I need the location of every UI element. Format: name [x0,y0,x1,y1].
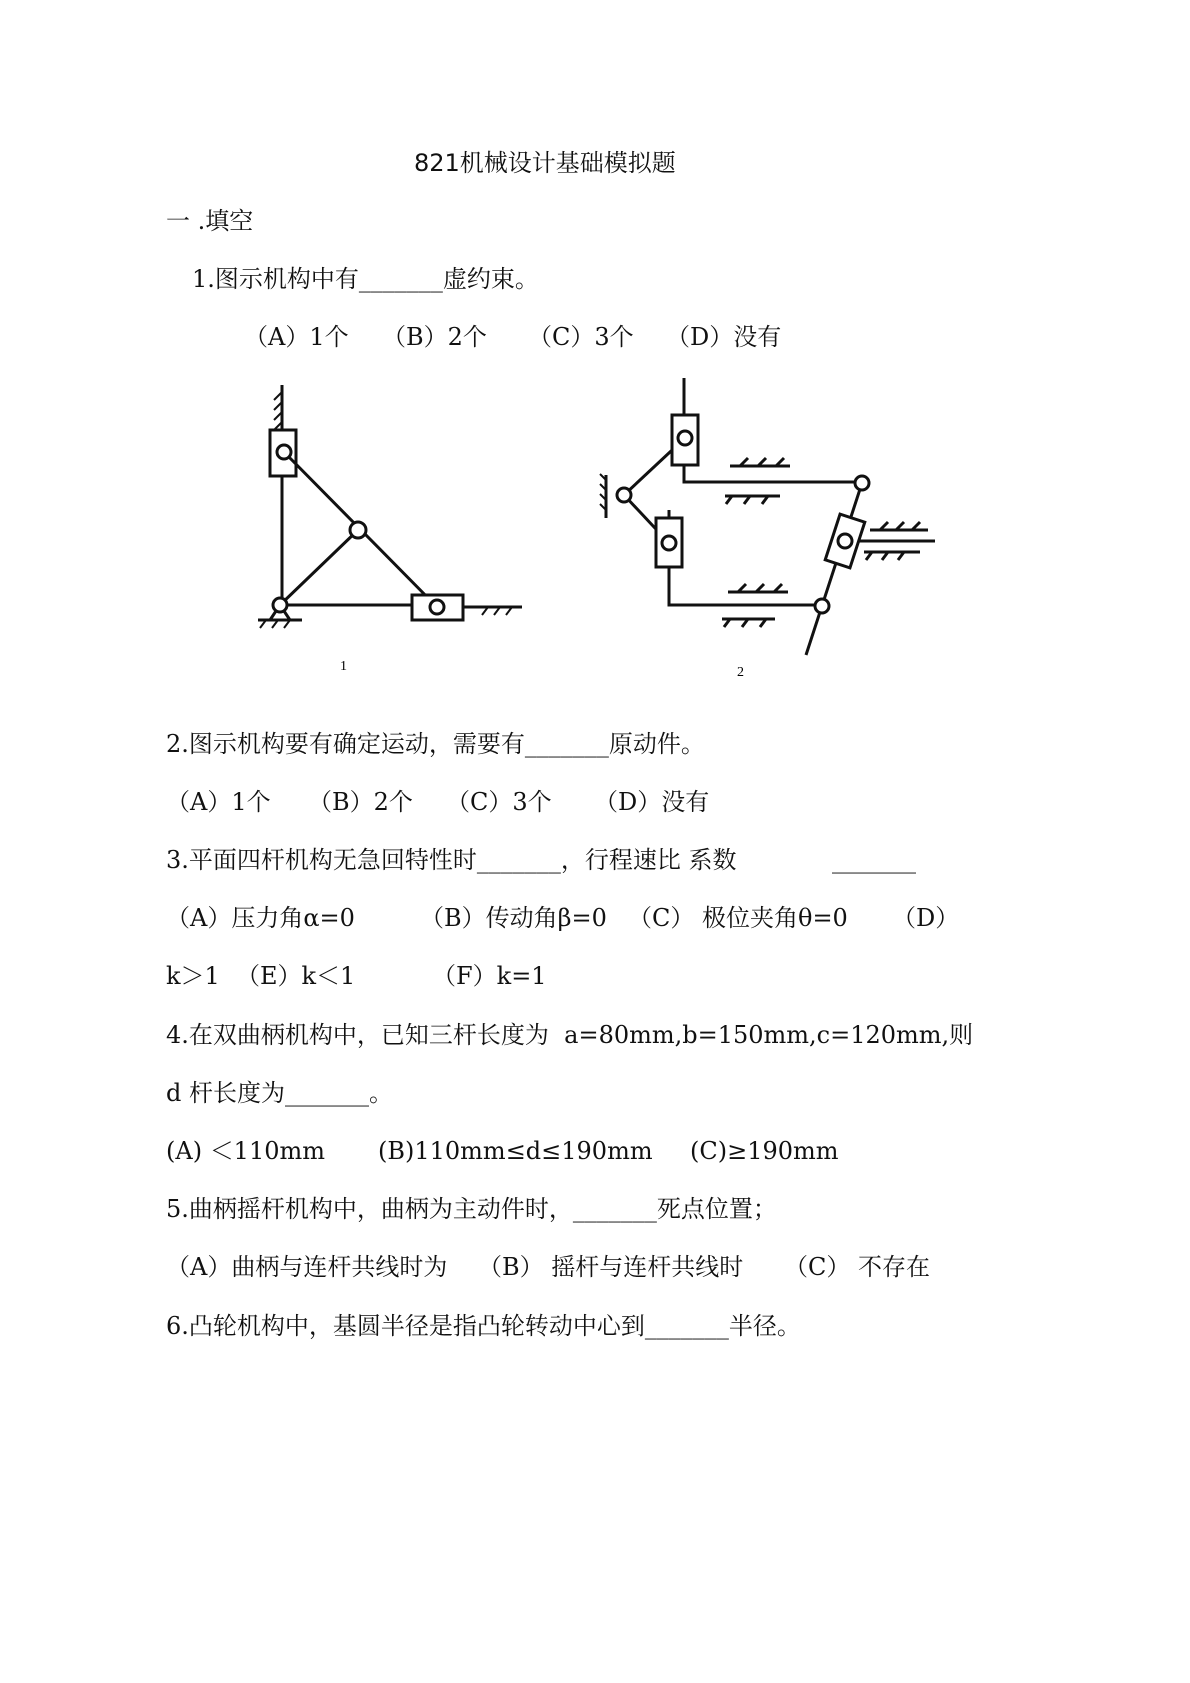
q3-option-f: （F）k=1 [432,962,547,990]
question-2: 2.图示机构要有确定运动，需要有_______原动件。 [166,730,705,758]
q2-option-d: （D）没有 [594,788,710,816]
mechanism-figures [0,0,1190,720]
q4-option-c: (C)≥190mm [690,1137,839,1165]
q1-option-c: （C）3个 [528,323,634,351]
q1-option-d: （D）没有 [666,323,782,351]
mechanism-figure-1 [258,385,522,674]
q4-option-b: (B)110mm≤d≤190mm [378,1137,653,1165]
q1-option-b: （B）2个 [382,323,487,351]
question-3: 3.平面四杆机构无急回特性时_______，行程速比 系数 [166,846,737,874]
page-title: 821机械设计基础模拟题 [414,149,676,177]
question-6: 6.凸轮机构中，基圆半径是指凸轮转动中心到_______半径。 [166,1312,801,1340]
q3-option-c: （C） 极位夹角θ=0 [628,904,848,932]
q1-option-a: （A）1个 [244,323,349,351]
figure-label-2: 2 [737,665,744,680]
section-heading: 一 .填空 [166,207,254,235]
question-4-line2: d 杆长度为_______。 [166,1079,393,1107]
q2-option-a: （A）1个 [166,788,271,816]
q2-option-b: （B）2个 [308,788,413,816]
question-1: 1.图示机构中有_______虚约束。 [192,265,539,293]
q5-option-a: （A）曲柄与连杆共线时为 [166,1253,448,1281]
question-5: 5.曲柄摇杆机构中，曲柄为主动件时，_______死点位置； [166,1195,777,1223]
q3-option-a: （A）压力角α=0 [166,904,355,932]
q3-option-d-value: k＞1 [166,962,220,990]
q3-option-e: （E）k＜1 [236,962,356,990]
question-4: 4.在双曲柄机构中，已知三杆长度为 a=80mm,b=150mm,c=120mm,则 [166,1021,974,1049]
q4-option-a: (A) ＜110mm [166,1137,326,1165]
figure-label-1: 1 [340,659,347,674]
q3-option-d: （D） [892,904,960,932]
mechanism-figure-2 [600,378,935,680]
q5-option-c: （C） 不存在 [784,1253,930,1281]
q2-option-c: （C）3个 [446,788,552,816]
q3-blank: _______ [832,846,916,874]
q5-option-b: （B） 摇杆与连杆共线时 [478,1253,744,1281]
q3-option-b: （B）传动角β=0 [420,904,607,932]
